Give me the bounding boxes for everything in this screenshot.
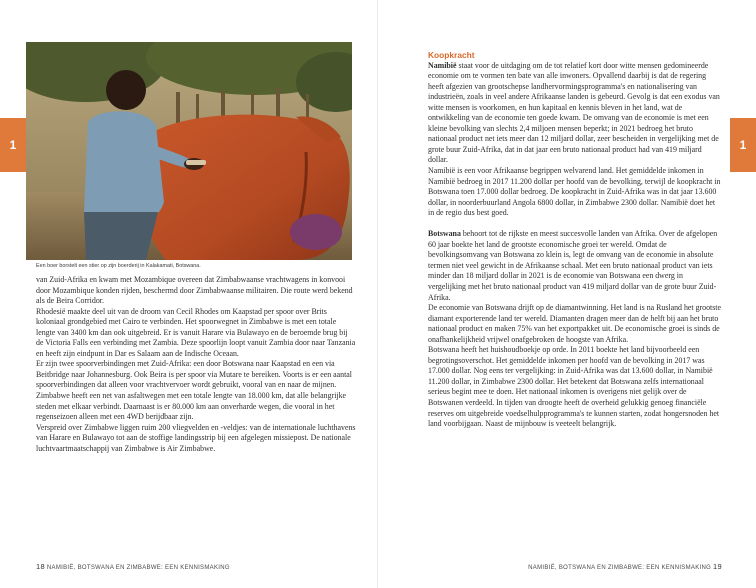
chapter-tab-right: 1 (730, 118, 756, 172)
paragraph-text: behoort tot de rijkste en meest succesvolle landen van Afrika. Over de afgelopen 60 jaar boekte het land de grootste economische groei ter wereld. Omdat de bevolkingsomvang van Botswana zo klein is, legt de omvang van de economie in absolute termen niet veel gewicht in de Afrikaanse schaal. Met een bruto nationaal product van iets minder dan 18 miljard dollar in 2021 is de economie van Botswana een dwerg in vergelijking met het bruto nationaal product van 419 miljard dollar van de grote buur Zuid-Afrika. (428, 229, 718, 302)
section-heading: Koopkracht (428, 50, 475, 60)
chapter-tab-left: 1 (0, 118, 26, 172)
paragraph: Rhodesië maakte deel uit van de droom van Cecil Rhodes om Kaapstad per spoor over Brits koloniaal grondgebied met Cairo te verbinden. Het spoorwegnet in Zimbabwe is met een totale lengte van 3400 km dan ook uitgebreid. Er is vanuit Harare via Bulawayo en de beroemde brug bij de Victoria Falls een verbinding met Zambia. Deze spoorlijn loopt vanuit Zambia door naar Tanzania en heeft zijn eindpunt in Dar es Salaam aan de Indische Oceaan. (36, 306, 356, 358)
paragraph-text: staat voor de uitdaging om de tot relatief kort door witte mensen gedomineerde economie om te vormen ten bate van alle inwoners. Opvallend daarbij is dat de regering heeft afgezien van grootschepse landhervormingsprogramma's en nationalisering van industrieën, zoals in veel andere Afrikaanse landen is gebeurd. Gevolg is dat een exodus van witte mensen is voorkomen, en hun kapitaal en kennis bleven in het land, wat de ontwikkeling van de economie ten goede kwam. De omvang van de economie is met een kleine bevolking van slechts 2,4 miljoen mensen beperkt; in 2021 bedroeg het bruto nationaal product net iets meer dan 12 miljard dollar, zeer bescheiden in vergelijking met de grote buur Zuid-Afrika, dat in dat jaar een bruto nationaal product had van 419 miljard dollar. (428, 60, 720, 165)
paragraph (428, 229, 722, 303)
lead-term: Botswana (428, 229, 461, 239)
photo-caption: Een boer borstelt een stier op zijn boerderij in Kalakamati, Botswana. (36, 263, 201, 269)
footer-left (36, 562, 230, 571)
left-page-body (36, 275, 356, 454)
spacer (428, 219, 722, 230)
paragraph: Namibië is een voor Afrikaanse begrippen welvarend land. Het gemiddelde inkomen in Namibië bedroeg in 2017 11.200 dollar per hoofd van de bevolking, terwijl de koopkracht in Botswana toen 17.000 dollar bedroeg. De koopkracht in Zuid-Afrika was in dat jaar 13.600 dollar, in noorderbuurland Angola 6800 dollar, in Zimbabwe 2300 dollar. Namibië doet het in de regio dus best goed. (428, 165, 721, 218)
right-page-body (428, 50, 722, 430)
running-title: NAMIBIË, BOTSWANA EN ZIMBABWE: EEN KENNISMAKING (46, 565, 230, 571)
running-title: NAMIBIË, BOTSWANA EN ZIMBABWE: EEN KENNISMAKING (528, 565, 712, 571)
paragraph (428, 61, 722, 166)
gutter (377, 0, 378, 588)
paragraph: Botswana heeft het huishoudboekje op orde. In 2011 boekte het land bijvoorbeeld een begrotingsoverschot. Het gemiddelde inkomen per hoofd van de bevolking in 2017 was 17.000 dollar. Nog eens ter vergelijking: in Zuid-Afrika was dat 13.600 dollar, in Namibië 11.200 dollar, in Zimbabwe 2300 dollar. Het betekent dat Botswana zelfs internationaal serieus begint mee te doen. Het nationaal inkomen is overigens niet gelijk over de Botswanen verdeeld. In tijden van droogte heeft de overheid gelukkig genoeg financiële reserves om uitgebreide voedselhulpprogramma's te kunnen starten, zodat hongersnoden het land voorbijgaan. Naast de mijnbouw is veeteelt belangrijk. (428, 345, 720, 429)
paragraph: De economie van Botswana drijft op de diamantwinning. Het land is na Rusland het grootste diamant exporterende land ter wereld. Diamanten dragen meer dan de helft bij aan het bruto nationaal product en maken 75% van het exportpakket uit. De economische groei is sinds de onafhankelijkheid vrijwel onafgebroken de hoogste van Afrika. (428, 303, 721, 344)
page-number: 18 (36, 562, 45, 571)
footer-right (528, 562, 722, 571)
man-brushing-bull-photo (26, 42, 352, 260)
paragraph: Er zijn twee spoorverbindingen met Zuid-Afrika: een door Botswana naar Kaapstad en een via Beitbridge naar Johannesburg. Ook Beira is per spoor via Mutare te bereiken. Voorts is er een aantal spoorverbindingen dat alleen voor vrachtvervoer wordt gebruikt, vooral van en naar de mijnen. Zimbabwe heeft een net van asfaltwegen met een totale lengte van 18.000 km, dat alle belangrijke steden met elkaar verbindt. Daarnaast is er 80.000 km aan onverharde wegen, die vooral in het regenseizoen alleen met een 4WD berijdbaar zijn. (36, 359, 352, 422)
paragraph: Verspreid over Zimbabwe liggen ruim 200 vliegvelden en -veldjes: van de internationale luchthavens van Harare en Bulawayo tot aan de stoffige landingsstrip bij een afgelegen missiepost. De nationale luchtvaartmaatschappij van Zimbabwe is Air Zimbabwe. (36, 422, 356, 453)
page-number: 19 (713, 562, 722, 571)
lead-term: Namibië (428, 60, 457, 70)
paragraph: van Zuid-Afrika en kwam met Mozambique overeen dat Zimbabwaanse vrachtwagens in konvooi door Mozambique konden rijden, beschermd door Zimbabwaanse militairen. Die route werd bekend als de Beira Corridor. (36, 275, 353, 306)
